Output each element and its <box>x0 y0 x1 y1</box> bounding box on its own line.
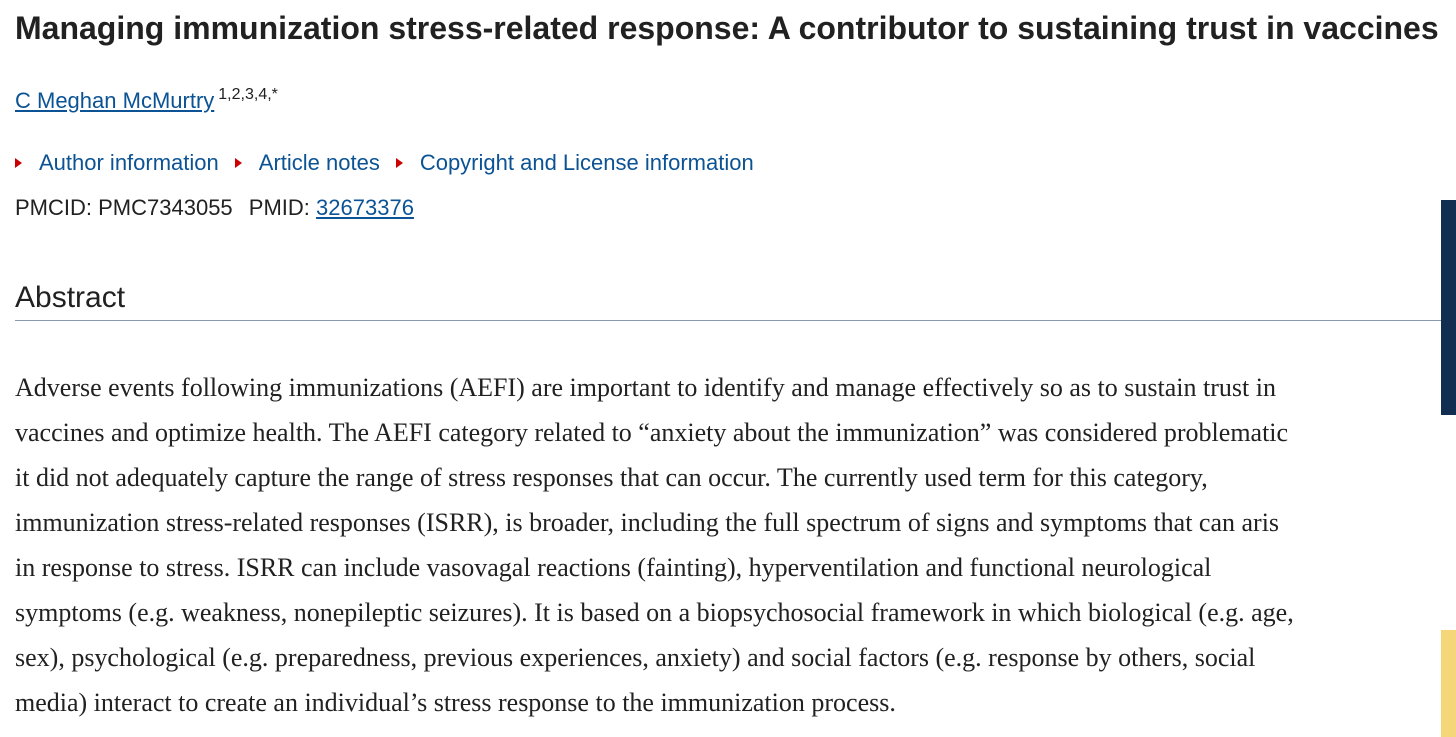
abstract-line: media) interact to create an individual’s stress response to the immunization process. <box>15 688 896 717</box>
pmid-link[interactable]: 32673376 <box>316 195 414 220</box>
article-notes-row <box>15 148 770 178</box>
author-information-label: Author information <box>39 150 219 175</box>
expand-triangle-icon <box>15 158 22 168</box>
abstract-line: immunization stress-related responses (ISRR), is broader, including the full spectrum of signs and symptoms that can aris <box>15 508 1280 537</box>
article-ids <box>15 193 414 223</box>
article-title: Managing immunization stress-related response: A contributor to sustaining trust in vaccines <box>15 10 1439 46</box>
copyright-license-toggle[interactable] <box>396 148 754 178</box>
article-notes-toggle[interactable] <box>235 148 380 178</box>
pmid-label: PMID: <box>248 195 310 220</box>
copyright-license-label: Copyright and License information <box>419 150 754 175</box>
pmcid-value: PMC7343055 <box>98 195 233 220</box>
pmcid-label: PMCID: <box>15 195 92 220</box>
abstract-line: it did not adequately capture the range of stress responses that can occur. The currently used term for this category, <box>15 463 1208 492</box>
abstract-line: sex), psychological (e.g. preparedness, previous experiences, anxiety) and social factors (e.g. response by others, social <box>15 643 1256 672</box>
abstract-line: in response to stress. ISRR can include vasovagal reactions (fainting), hyperventilation and functional neurological <box>15 553 1212 582</box>
abstract-line: vaccines and optimize health. The AEFI category related to “anxiety about the immunization” was considered problematic <box>15 418 1289 447</box>
author-affiliations: 1,2,3,4,* <box>218 86 278 103</box>
abstract-line: symptoms (e.g. weakness, nonepileptic seizures). It is based on a biopsychosocial framework in which biological (e.g. age, <box>15 598 1294 627</box>
expand-triangle-icon <box>396 158 403 168</box>
author-line <box>15 80 278 116</box>
author-information-toggle[interactable] <box>15 148 219 178</box>
abstract-line: Adverse events following immunizations (AEFI) are important to identify and manage effectively so as to sustain trust in <box>15 373 1276 402</box>
section-divider <box>15 320 1456 321</box>
abstract-text <box>15 365 1456 725</box>
article-notes-label: Article notes <box>258 150 380 175</box>
author-link[interactable]: C Meghan McMurtry <box>15 88 215 113</box>
abstract-heading: Abstract <box>15 281 126 314</box>
side-panel-tab[interactable] <box>1441 200 1456 415</box>
feedback-tab[interactable] <box>1441 630 1456 737</box>
expand-triangle-icon <box>235 158 242 168</box>
